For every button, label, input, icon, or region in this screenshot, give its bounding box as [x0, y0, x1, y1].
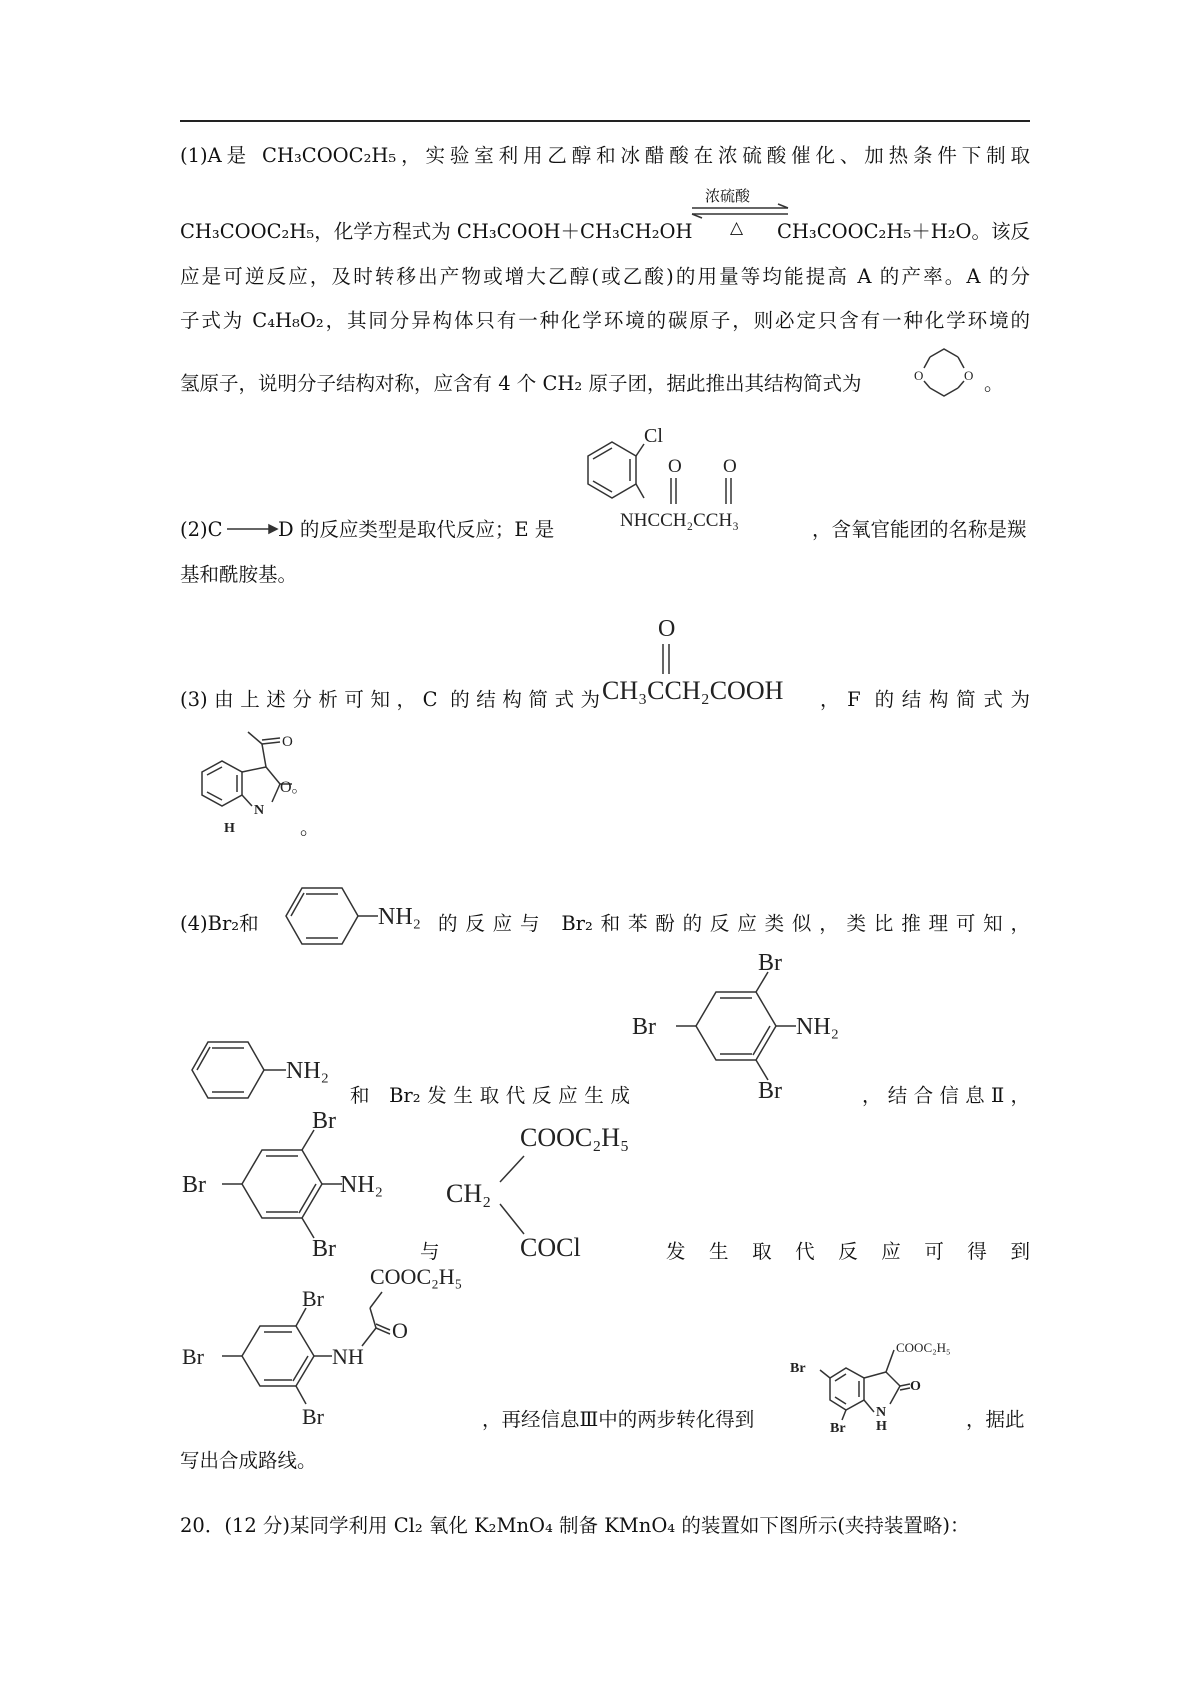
p3-line1a: (3)由上述分析可知，C 的结构简式为: [180, 688, 600, 711]
p4-line3b: 发生取代反应可得到: [666, 1240, 1030, 1263]
p1-line4: 子式为 C₄H₈O₂，其同分异构体只有一种化学环境的碳原子，则必定只含有一种化学环境的: [180, 309, 1030, 332]
malonyl-bot: COCl: [520, 1233, 581, 1262]
amide-nh: NH: [332, 1344, 364, 1369]
final-product-structure: [790, 1322, 970, 1436]
prod-br-bottom: Br: [830, 1421, 846, 1436]
p4-line2a: 和 Br₂发生取代反应生成: [350, 1084, 630, 1107]
p3-line1b: ，F 的结构简式为: [820, 688, 1030, 711]
mol-f-h: H: [224, 821, 235, 836]
mol-e-chain: NHCCH₂CCH₃: [620, 510, 739, 531]
aniline-1-nh2: NH₂: [378, 904, 422, 930]
p4-line4b: ，据此: [966, 1408, 1025, 1431]
tba2-br-top: Br: [312, 1108, 336, 1134]
tba1-br-left: Br: [632, 1014, 656, 1040]
tribromoaniline-structure-2: [180, 1108, 410, 1262]
p4-line3a: 与: [420, 1240, 440, 1263]
p1-line5b: 。: [984, 372, 1004, 395]
prod-o: O: [910, 1379, 921, 1394]
p1-line1: (1)A是 CH₃COOC₂H₅，实验室利用乙醇和冰醋酸在浓硫酸催化、加热条件下制取: [180, 144, 1030, 167]
dioxane-o-left: O: [914, 368, 924, 383]
amide-ester: COOC₂H₅: [370, 1264, 463, 1289]
p1-line5a: 氢原子，说明分子结构对称，应含有 4 个 CH₂ 原子团，据此推出其结构简式为: [180, 372, 862, 395]
p2-line1b: D 的反应类型是取代反应；E 是: [278, 518, 555, 541]
compound-c-structure: [600, 616, 840, 716]
reversible-arrow-icon: [690, 203, 790, 219]
amide-o: O: [392, 1318, 408, 1343]
tba2-nh2: NH₂: [340, 1172, 384, 1198]
malonyl-top: COOC₂H₅: [520, 1123, 630, 1152]
mol-c-chain: CH₃CCH₂COOH: [602, 676, 784, 705]
p4-line5: 写出合成路线。: [180, 1449, 317, 1472]
question-20: 20．(12 分)某同学利用 Cl₂ 氧化 K₂MnO₄ 制备 KMnO₄ 的装置如下图所示(夹持装置略)：: [180, 1514, 970, 1537]
prod-br-left: Br: [790, 1361, 806, 1376]
tba1-br-top: Br: [758, 950, 782, 976]
header-rule: [180, 120, 1030, 122]
p4-line1b: 的反应与 Br₂和苯酚的反应类似，类比推理可知，: [438, 912, 1030, 935]
aniline-structure-2: [180, 1030, 350, 1110]
malonyl-structure: [440, 1116, 660, 1266]
tribromoaniline-structure-1: [630, 950, 860, 1104]
p2-line1a: (2)C: [180, 518, 223, 541]
mol-e-o2: O: [723, 456, 737, 477]
dioxane-o-right: O: [964, 368, 974, 383]
compound-e-structure: [560, 425, 800, 540]
tba2-br-bottom: Br: [312, 1236, 336, 1262]
prod-ester: COOC₂H₅: [896, 1340, 951, 1355]
reaction-condition-bottom: △: [730, 218, 744, 238]
prod-h: H: [876, 1419, 887, 1434]
amide-br-left: Br: [182, 1344, 204, 1369]
p2-line2: 基和酰胺基。: [180, 563, 298, 586]
tba1-br-bottom: Br: [758, 1078, 782, 1104]
amide-br-top: Br: [302, 1286, 324, 1311]
p4-line1a: (4)Br₂和: [180, 912, 259, 935]
mol-f-n: N: [254, 803, 265, 818]
p1-line2a: CH₃COOC₂H₅，化学方程式为 CH₃COOH＋CH₃CH₂OH: [180, 220, 693, 243]
reaction-arrow-icon: [225, 522, 277, 536]
reaction-condition-top: 浓硫酸: [705, 187, 751, 205]
mol-f-o1: O: [282, 734, 293, 750]
p2-line1c: ，含氧官能团的名称是羰: [812, 518, 1027, 541]
amide-intermediate-structure: [180, 1262, 500, 1432]
mol-f-o2: O。: [280, 779, 308, 796]
tba1-nh2: NH₂: [796, 1014, 840, 1040]
p1-line2b: CH₃COOC₂H₅＋H₂O。该反: [777, 220, 1031, 243]
mol-e-cl: Cl: [644, 425, 663, 447]
p1-line3: 应是可逆反应，及时转移出产物或增大乙醇(或乙酸)的用量等均能提高 A 的产率。A 的分: [180, 265, 1030, 288]
tba2-br-left: Br: [182, 1172, 206, 1198]
mol-e-o1: O: [668, 456, 682, 477]
aniline-structure-1: [266, 876, 436, 956]
p3-end: 。: [300, 816, 320, 839]
malonyl-mid: CH₂: [446, 1179, 492, 1208]
p4-line4a: ，再经信息Ⅲ中的两步转化得到: [482, 1408, 755, 1431]
mol-c-o: O: [658, 616, 676, 642]
aniline-2-nh2: NH₂: [286, 1058, 330, 1084]
dioxane-structure: [910, 340, 980, 404]
amide-br-bottom: Br: [302, 1404, 324, 1429]
prod-n: N: [876, 1405, 887, 1420]
p4-line2b: ，结合信息Ⅱ，: [862, 1084, 1030, 1107]
